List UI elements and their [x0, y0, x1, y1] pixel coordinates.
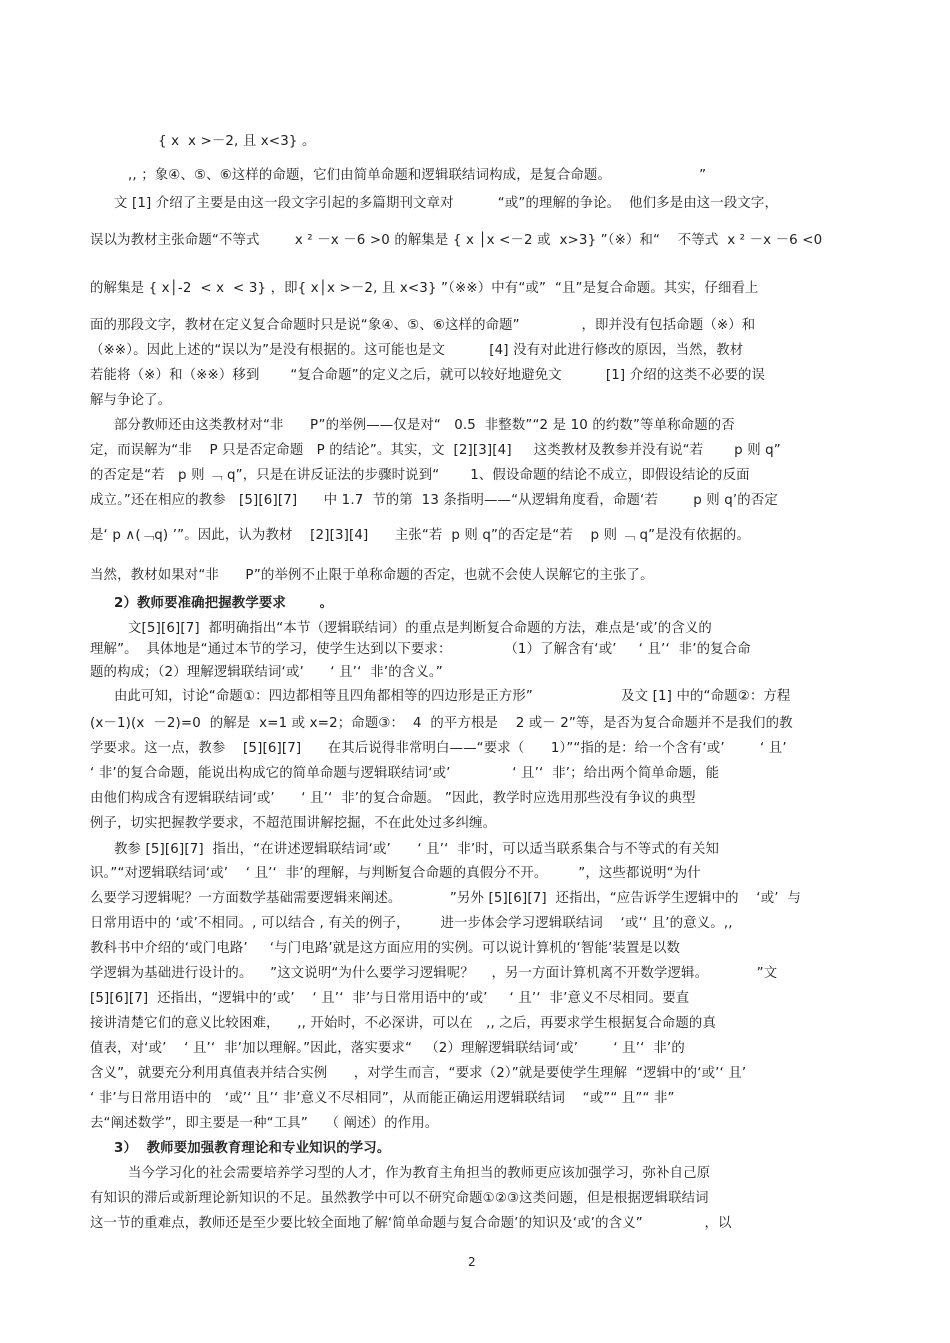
text-line: 是‘ p ∧(﹁q) ’”。因此，认为教材 [2][3][4] 主张“若 p 则 q”的否定是“若 p 则 ﹁ q”是没有依据的。 [90, 528, 750, 543]
text-line: 教科书中介绍的‘或门电路’ ‘与门电路’就是这方面应用的实例。可以说计算机的‘智能’装置是以数 [90, 941, 681, 956]
section-heading: 2）教师要准确把握教学要求 。 [114, 596, 334, 611]
text-line: 识。”“对逻辑联结词‘或’ ‘ 且’‘ 非’的理解，与判断复合命题的真假分不开。 ”，这些都说明“为什 [90, 866, 701, 881]
text-line: 误以为教材主张命题“不等式 x ² －x －6 >0 的解集是 { x │x <－2 或 x>3} ”（※）和“ 不等式 x ² －x －6 <0 [90, 233, 823, 248]
text-line: （※※）。因此上述的“误以为”是没有根据的。这可能也是文 [4] 没有对此进行修改的原因，当然，教材 [90, 343, 744, 358]
text-line: 解与争论了。 [90, 393, 172, 408]
text-line: 文[5][6][7] 都明确指出“本节（逻辑联结词）的重点是判断复合命题的方法，难点是‘或’的含义的 [128, 621, 712, 636]
text-line: 日常用语中的 ‘或’不相同。, 可以结合 , 有关的例子， 进一步体会学习逻辑联结词 ‘或’‘ 且’的意义。,, [90, 916, 733, 931]
text-line: 由此可知，讨论“命题①：四边都相等且四角都相等的四边形是正方形” 及文 [1] 中的“命题②：方程 [114, 689, 791, 704]
text-line: 教参 [5][6][7] 指出，“在讲述逻辑联结词‘或’ ‘ 且’‘ 非’时，可以适当联系集合与不等式的有关知 [114, 842, 720, 857]
text-line: 由他们构成含有逻辑联结词‘或’ ‘ 且’‘ 非’的复合命题。 ”因此，教学时应选用那些没有争议的典型 [90, 791, 696, 806]
text-line: { x x >－2, 且 x<3} 。 [158, 134, 316, 149]
text-line: 值表，对‘或’ ‘ 且’‘ 非’加以理解。”因此，落实要求“ （2）理解逻辑联结词‘或’ ‘ 且’‘ 非’的 [90, 1041, 685, 1056]
text-line: 成立。”还在相应的教参 [5][6][7] 中 1.7 节的第 13 条指明——“从逻辑角度看，命题‘若 p 则 q’的否定 [90, 493, 778, 508]
text-line: 定，而误解为“非 P 只是否定命题 P 的结论”。其实，文 [2][3][4] 这类教材及教参并没有说“若 p 则 q” [90, 443, 781, 458]
text-line: 当然，教材如果对“非 P”的举例不止限于单称命题的否定，也就不会使人误解它的主张了。 [90, 568, 654, 583]
text-line: 例子，切实把握教学要求，不超范围讲解挖掘，不在此处过多纠缠。 [90, 816, 497, 831]
text-line: 学要求。这一点，教参 [5][6][7] 在其后说得非常明白——“要求（ 1）”“指的是：给一个含有‘或’ ‘ 且’ [90, 741, 787, 756]
text-line: 面的那段文字，教材在定义复合命题时只是说“象④、⑤、⑥这样的命题” ，即并没有包括命题（※）和 [90, 318, 756, 333]
text-line: 学逻辑为基础进行设计的。 ”这文说明“为什么要学习逻辑呢？ ，另一方面计算机离不开数学逻辑。 ”文 [90, 966, 778, 981]
text-line: ‘ 非’的复合命题，能说出构成它的简单命题与逻辑联结词‘或’ ‘ 且’‘ 非’；给出两个简单命题，能 [90, 766, 720, 781]
text-line: [5][6][7] 还指出，“逻辑中的‘或’ ‘ 且’‘ 非’与日常用语中的‘或’ ‘ 且’‘ 非’意义不尽相同。要直 [90, 991, 690, 1006]
text-line: 文 [1] 介绍了主要是由这一段文字引起的多篇期刊文章对 “或”的理解的争论。 他们多是由这一段文字， [114, 196, 778, 211]
text-line: 的否定是“若 p 则 ﹁ q”，只是在讲反证法的步骤时说到“ 1、假设命题的结论不成立，即假设结论的反面 [90, 468, 750, 483]
text-line: ,, ；象④、⑤、⑥这样的命题，它们由简单命题和逻辑联结词构成，是复合命题。 ” [128, 168, 707, 183]
text-line: 有知识的滞后或新理论新知识的不足。虽然教学中可以不研究命题①②③这类问题，但是根据逻辑联结词 [90, 1191, 709, 1206]
text-line: (x－1)(x －2)=0 的解是 x=1 或 x=2；命题③： 4 的平方根是 2 或－ 2”等，是否为复合命题并不是我们的教 [90, 716, 793, 731]
text-line: 含义”，就要充分利用真值表并结合实例 ，对学生而言，“要求（2）”就是要使学生理解 “逻辑中的‘或’‘ 且’ [90, 1066, 747, 1081]
section-heading: 3） 教师要加强教育理论和专业知识的学习。 [114, 1141, 391, 1156]
text-line: 理解”。 具体地是“通过本节的学习，使学生达到以下要求： （1）了解含有‘或’ ‘ 且’‘ 非’的复合命 [90, 642, 751, 657]
page-number: 2 [468, 1255, 476, 1269]
text-line: 当今学习化的社会需要培养学习型的人才，作为教育主角担当的教师更应该加强学习，弥补自己原 [128, 1166, 711, 1181]
text-line: 题的构成；（2）理解逻辑联结词‘或’ ‘ 且’‘ 非’的含义。” [90, 665, 443, 680]
text-line: 的解集是 { x│-2 < x < 3} ，即{ x│x >－2, 且 x<3} ”（※※）中有“或” “且”是复合命题。其实，仔细看上 [90, 281, 759, 296]
text-line: 这一节的重难点，教师还是至少要比较全面地了解‘简单命题与复合命题’的知识及‘或’的含义” ，以 [90, 1216, 732, 1231]
text-line: 部分教师还由这类教材对“非 P”的举例——仅是对“ 0.5 非整数”“2 是 10 的约数”等单称命题的否 [114, 418, 735, 433]
text-line: 么要学习逻辑呢？一方面数学基础需要逻辑来阐述。 ”另外 [5][6][7] 还指出，“应告诉学生逻辑中的 ‘或’ 与 [90, 891, 801, 906]
text-line: 若能将（※）和（※※）移到 “复合命题”的定义之后，就可以较好地避免文 [1] 介绍的这类不必要的误 [90, 368, 766, 383]
text-line: ‘ 非’与日常用语中的 ‘或’‘ 且’‘ 非’意义不尽相同”，从而能正确运用逻辑联结词 “或”“ 且”“ 非” [90, 1091, 675, 1106]
text-line: 接讲清楚它们的意义比较困难， ,, 开始时，不必深讲，可以在 ,, 之后，再要求学生根据复合命题的真 [90, 1016, 716, 1031]
text-line: 去“阐述数学”，即主要是一种“工具” （ 阐述）的作用。 [90, 1116, 439, 1131]
